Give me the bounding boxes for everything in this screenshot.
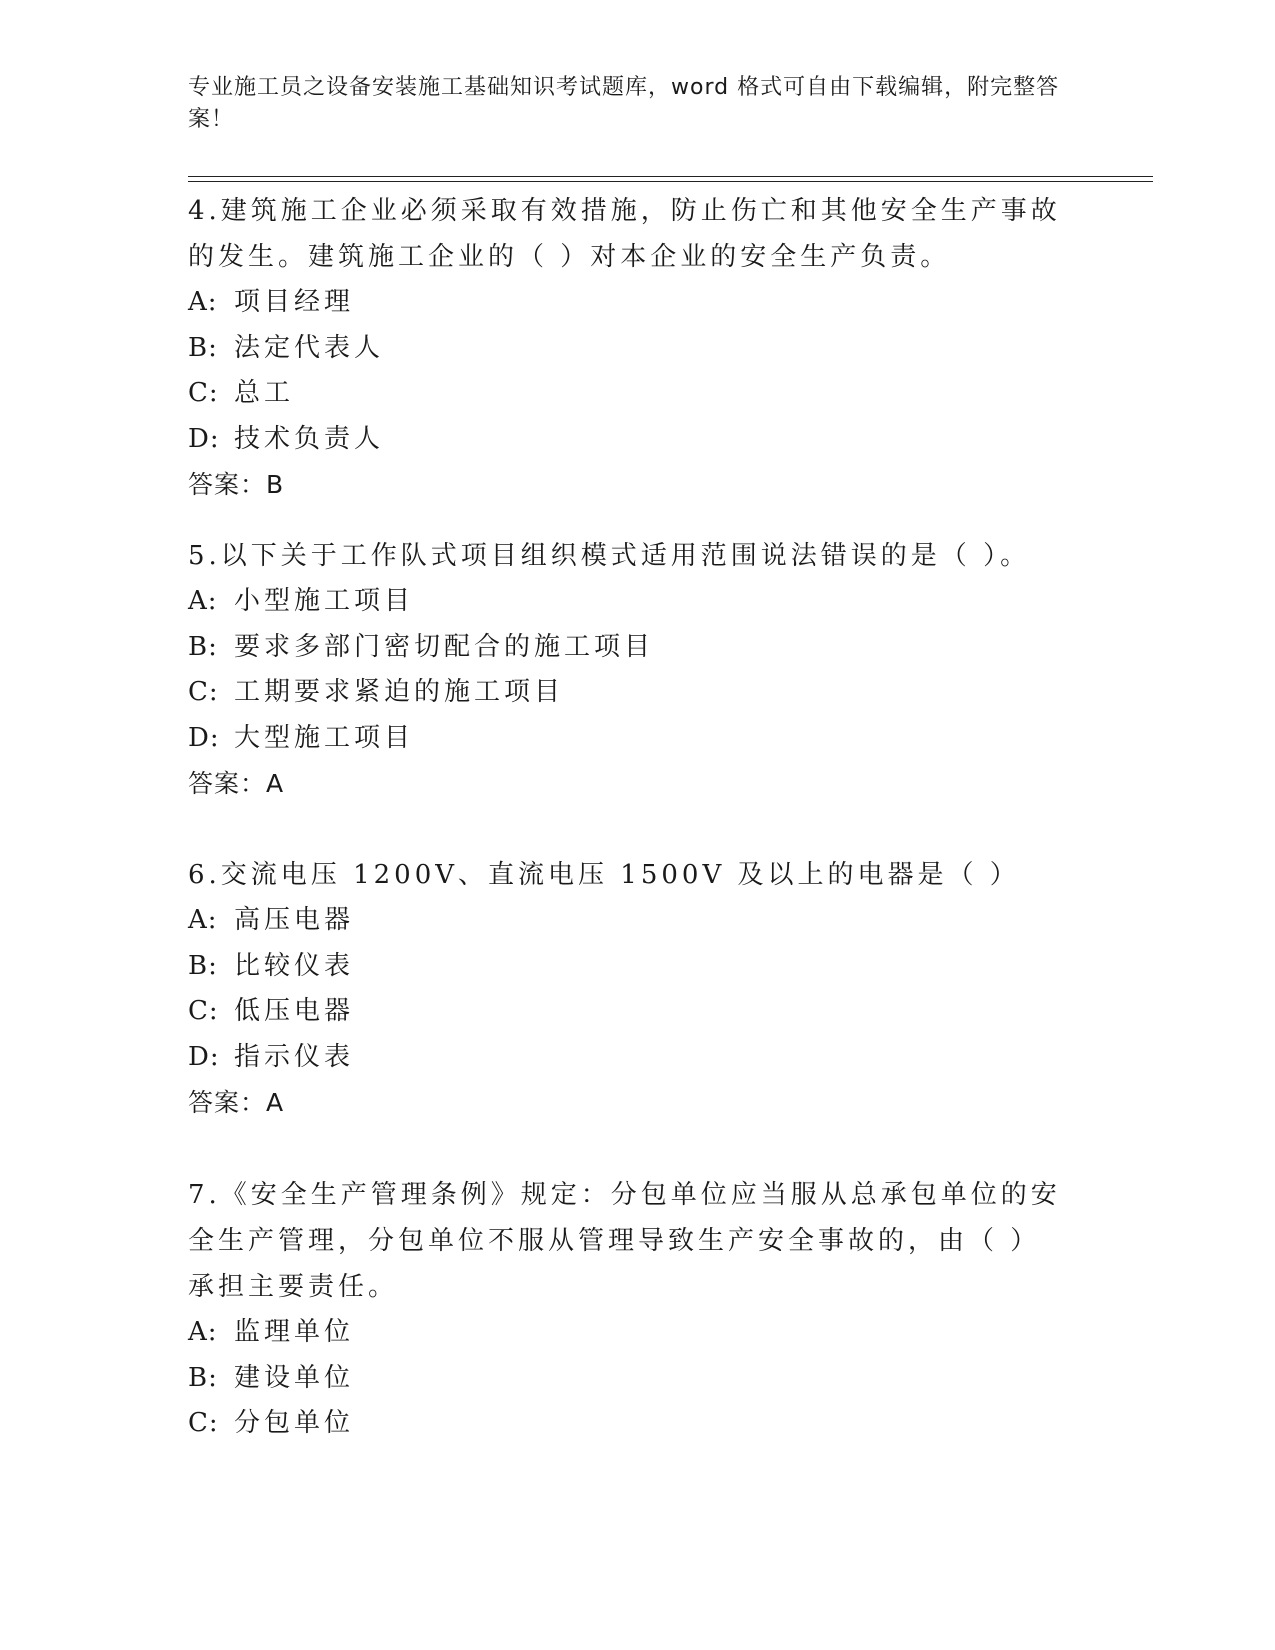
option-text: 监理单位: [234, 1317, 355, 1347]
option-text: 技术负责人: [234, 423, 385, 454]
option-d: [188, 716, 1068, 762]
option-letter: B:: [188, 631, 218, 662]
option-letter: C:: [188, 677, 219, 707]
header-divider-top: [188, 176, 1153, 177]
option-text: 工期要求紧迫的施工项目: [234, 677, 565, 707]
option-text: 高压电器: [234, 905, 355, 935]
option-text: 法定代表人: [234, 332, 385, 363]
option-text: 指示仪表: [234, 1041, 355, 1072]
option-b: [188, 944, 1068, 990]
document-header: 专业施工员之设备安装施工基础知识考试题库，word 格式可自由下载编辑，附完整答案！: [188, 75, 1060, 132]
question-5: [188, 533, 1068, 807]
question-stem: 7.《安全生产管理条例》规定：分包单位应当服从总承包单位的安全生产管理，分包单位不服从管理导致生产安全事故的，由（ ）承担主要责任。: [188, 1180, 1061, 1302]
option-c: [188, 1401, 1068, 1447]
option-letter: A:: [188, 1317, 218, 1347]
option-text: 低压电器: [234, 996, 355, 1026]
option-c: [188, 371, 1068, 417]
option-text: 要求多部门密切配合的施工项目: [234, 631, 655, 662]
question-stem: 5.以下关于工作队式项目组织模式适用范围说法错误的是（ ）。: [188, 541, 1031, 571]
answer-line: 答案：A: [188, 769, 285, 798]
option-letter: D:: [188, 423, 220, 454]
option-letter: C:: [188, 378, 219, 408]
option-text: 大型施工项目: [234, 722, 415, 753]
option-d: [188, 417, 1068, 463]
option-text: 项目经理: [234, 287, 355, 317]
question-7: [188, 1172, 1068, 1447]
option-b: [188, 625, 1068, 671]
option-letter: A:: [188, 905, 218, 935]
option-text: 分包单位: [234, 1408, 355, 1438]
option-text: 比较仪表: [234, 950, 355, 981]
option-a: [188, 898, 1068, 944]
answer-line: 答案：B: [188, 470, 285, 499]
question-4: [188, 188, 1068, 508]
option-letter: A:: [188, 586, 218, 616]
header-divider-bottom: [188, 181, 1153, 182]
question-stem: 6.交流电压 1200V、直流电压 1500V 及以上的电器是（ ）: [188, 860, 1020, 890]
option-a: [188, 579, 1068, 625]
question-stem: 4.建筑施工企业必须采取有效措施，防止伤亡和其他安全生产事故的发生。建筑施工企业的（ ）对本企业的安全生产负责。: [188, 196, 1061, 272]
option-text: 总工: [234, 378, 295, 408]
question-6: [188, 852, 1068, 1126]
option-letter: A:: [188, 287, 218, 317]
option-a: [188, 280, 1068, 326]
option-b: [188, 326, 1068, 372]
option-c: [188, 670, 1068, 716]
option-letter: B:: [188, 950, 218, 981]
option-b: [188, 1356, 1068, 1402]
option-letter: B:: [188, 332, 218, 363]
option-a: [188, 1310, 1068, 1356]
option-text: 建设单位: [234, 1362, 355, 1393]
option-d: [188, 1035, 1068, 1081]
answer-line: 答案：A: [188, 1088, 285, 1117]
option-text: 小型施工项目: [234, 586, 415, 616]
option-letter: B:: [188, 1362, 218, 1393]
option-c: [188, 989, 1068, 1035]
option-letter: C:: [188, 1408, 219, 1438]
option-letter: D:: [188, 1041, 220, 1072]
option-letter: D:: [188, 722, 220, 753]
option-letter: C:: [188, 996, 219, 1026]
